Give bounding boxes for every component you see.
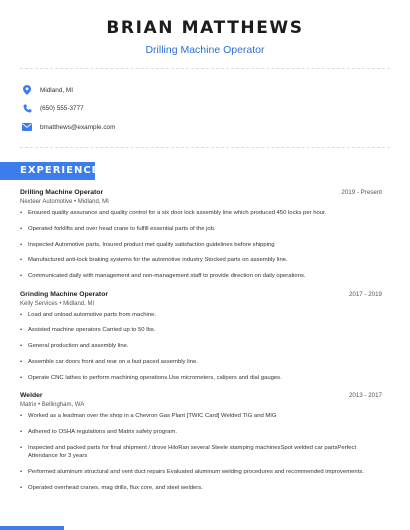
experience-list: [20, 189, 382, 503]
contact-phone: [22, 100, 410, 118]
job-bullet: • Performed aluminum structural and vent duct repairs Evaluated aluminum welding procedures and recommended improvements.: [20, 468, 382, 477]
job-company: Kelly Services • Midland, MI: [20, 300, 95, 307]
contact-list: [0, 69, 410, 147]
job-title: Welder: [20, 392, 43, 400]
job-dates: 2019 - Present: [341, 189, 382, 196]
job-bullet: • Load and unload automotive parts from machine.: [20, 311, 382, 320]
job-bullet: • Communicated daily with management and non-management staff to provide direction on daily operations.: [20, 272, 382, 281]
job-bullet: • General production and assembly line.: [20, 342, 382, 351]
contact-phone-text: (650) 555-3777: [40, 105, 84, 112]
job-bullet: • Operated overhead cranes, mag drills, flux core, and steel welders.: [20, 484, 382, 493]
phone-icon: [22, 104, 32, 114]
job-bullet: • Assisted machine operators Carried up to 50 lbs.: [20, 326, 382, 335]
job-bullet: • Worked as a leadman over the shop in a Chevron Gas Plant [TWIC Card] Welded TIG and MIG: [20, 412, 382, 421]
job-bullet: • Assemble car doors front and rear on a fast paced assembly line.: [20, 358, 382, 367]
contact-location: [22, 81, 410, 99]
job-bullets: [20, 412, 382, 492]
job-bullets: [20, 209, 382, 281]
job-entry: [20, 392, 382, 492]
job-bullet: • Operated forklifts and over head crane to fulfill essential parts of the job.: [20, 225, 382, 234]
contact-location-text: Midland, MI: [40, 86, 74, 94]
email-icon: [22, 122, 32, 132]
location-pin-icon: [22, 85, 32, 95]
candidate-name: BRIAN MATTHEWS: [106, 18, 304, 38]
job-entry: [20, 189, 382, 281]
job-dates: 2017 - 2019: [348, 290, 382, 298]
job-company: Nexteer Automotive • Midland, MI: [20, 199, 109, 205]
experience-heading: EXPERIENCE: [20, 165, 100, 176]
job-title: Drilling Machine Operator: [20, 189, 104, 196]
job-title: Grinding Machine Operator: [20, 290, 108, 298]
job-entry: [20, 291, 382, 383]
contact-email-text: bmatthews@example.com: [40, 123, 116, 131]
job-bullet: • Ensured quality assurance and quality control for a six door lock assembly line which produced 450 locks per hour.: [20, 209, 382, 218]
job-bullet: • Operate CNC lathes to perform machining operations.Use micrometers, calipers and dial gauges.: [20, 374, 382, 383]
job-dates: 2013 - 2017: [348, 392, 382, 400]
candidate-title: Drilling Machine Operator: [145, 44, 265, 56]
contact-email: [22, 118, 410, 136]
job-bullet: • Inspected and packed parts for final shipment / drove HiloRan several Steele stamping machinesSpot welded car partsPerfect Attendance for 3 years: [20, 444, 382, 461]
contact-divider: [20, 147, 390, 148]
job-bullets: [20, 311, 382, 383]
job-bullet: • Adhered to OSHA regulations and Matrix safety program.: [20, 428, 382, 437]
job-bullet: • Manufactured anti-lock braking systems for the automotive industry Stocked parts on assembly line.: [20, 256, 382, 265]
job-company: Matrix • Bellingham, WA: [20, 402, 85, 409]
resume-header: [0, 0, 410, 56]
job-bullet: • Inspected Automotive parts, Insured product met quality satisfaction guidelines before shipping: [20, 241, 382, 250]
next-section-banner: [0, 526, 64, 530]
